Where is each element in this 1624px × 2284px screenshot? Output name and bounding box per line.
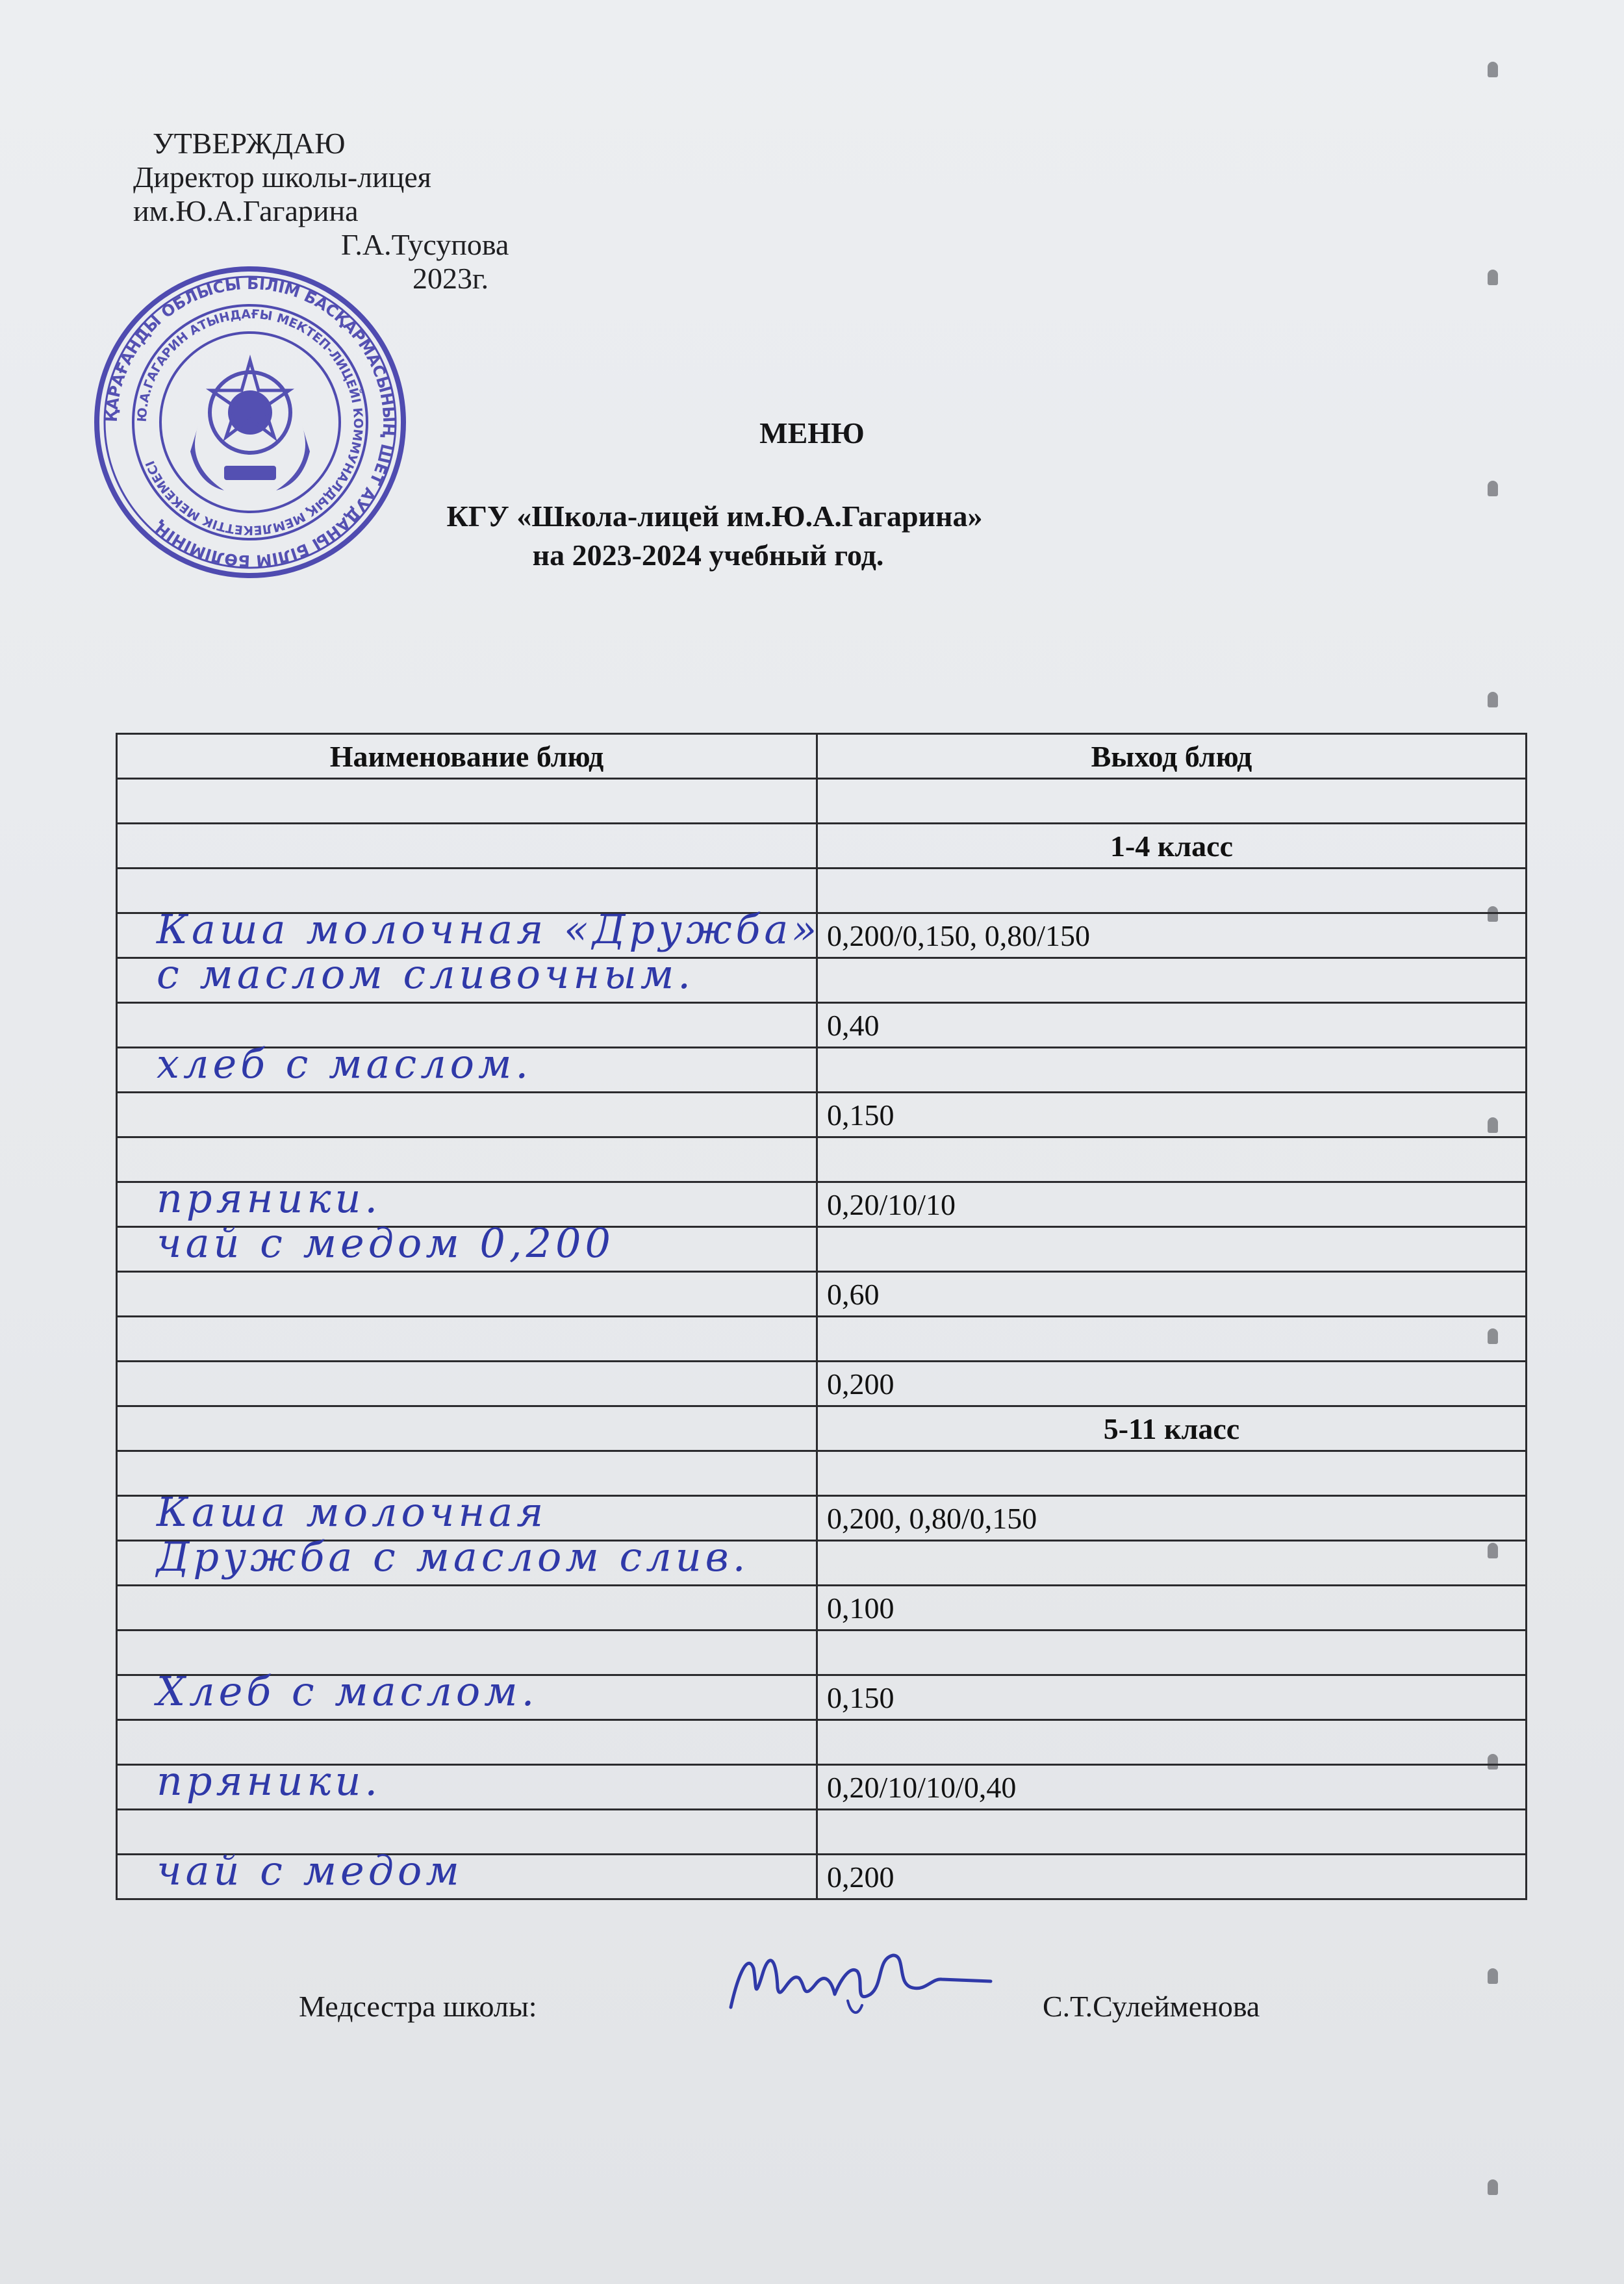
dish-output-cell: 0,20/10/10/0,40	[817, 1765, 1527, 1810]
school-year: на 2023-2024 учебный год.	[532, 539, 884, 572]
dish-name-cell	[117, 1847, 817, 1899]
table-row	[117, 1317, 1527, 1362]
handwritten-dish-name: Хлеб с маслом.	[157, 1668, 539, 1715]
dish-output-cell: 0,150	[817, 1093, 1527, 1137]
dish-name-cell	[117, 950, 817, 1003]
punch-hole	[1488, 270, 1498, 285]
dish-output-cell: 0,200/0,150, 0,80/150	[817, 913, 1527, 958]
table-row	[117, 1855, 1527, 1899]
column-header-dish-name: Наименование блюд	[117, 734, 817, 779]
dish-name-cell	[117, 1317, 817, 1362]
table-row	[117, 779, 1527, 824]
handwritten-dish-name: пряники.	[157, 1174, 382, 1222]
dish-output-cell	[817, 958, 1527, 1003]
dish-output-cell	[817, 1810, 1527, 1855]
nurse-signature	[718, 1933, 997, 2030]
table-row	[117, 1227, 1527, 1272]
table-row	[117, 1362, 1527, 1406]
approval-position: Директор школы-лицея	[133, 160, 431, 194]
dish-name-cell	[117, 1406, 817, 1451]
column-header-dish-output: Выход блюд	[817, 734, 1527, 779]
table-row	[117, 1048, 1527, 1093]
dish-name-cell	[117, 824, 817, 869]
punch-hole	[1488, 692, 1498, 707]
table-row	[117, 1675, 1527, 1720]
menu-table-body	[117, 779, 1527, 1899]
dish-output-cell: 0,200, 0,80/0,150	[817, 1496, 1527, 1541]
dish-name-cell	[117, 1272, 817, 1317]
approval-title: УТВЕРЖДАЮ	[153, 127, 346, 160]
dish-name-cell	[117, 1093, 817, 1137]
dish-output-cell: 0,200	[817, 1362, 1527, 1406]
dish-name-cell	[117, 1533, 817, 1586]
dish-name-cell	[117, 1040, 817, 1093]
section-row	[117, 824, 1527, 869]
dish-output-cell	[817, 1541, 1527, 1586]
approval-school: им.Ю.А.Гагарина	[133, 194, 359, 227]
dish-name-cell	[117, 1219, 817, 1272]
menu-heading: МЕНЮ	[759, 416, 865, 450]
table-row	[117, 1765, 1527, 1810]
menu-table	[116, 733, 1527, 1900]
punch-hole	[1488, 481, 1498, 496]
handwritten-dish-name: пряники.	[157, 1757, 382, 1805]
stamp-outer-text: ҚАРАҒАНДЫ ОБЛЫСЫ БІЛІМ БАСҚАРМАСЫНЫҢ ШЕТ АУДАНЫ БІЛІМ БӨЛІМІНІҢ	[102, 274, 398, 570]
punch-hole	[1488, 62, 1498, 77]
dish-output-cell	[817, 1227, 1527, 1272]
punch-hole	[1488, 2179, 1498, 2195]
handwritten-dish-name: с маслом сливочным.	[157, 950, 694, 998]
dish-output-cell	[817, 1048, 1527, 1093]
dish-output-cell	[817, 1631, 1527, 1675]
dish-output-cell: 0,150	[817, 1675, 1527, 1720]
dish-name-cell	[117, 1586, 817, 1631]
handwritten-dish-name: Каша молочная «Дружба»	[157, 906, 821, 953]
dish-name-cell	[117, 1362, 817, 1406]
approval-date: 2023г.	[412, 262, 489, 295]
handwritten-dish-name: чай с медом	[157, 1847, 463, 1894]
dish-output-cell	[817, 1137, 1527, 1182]
table-row	[117, 958, 1527, 1003]
handwritten-dish-name: Каша молочная	[157, 1488, 548, 1536]
organization-name: КГУ «Школа-лицей им.Ю.А.Гагарина»	[446, 500, 983, 533]
table-row	[117, 1272, 1527, 1317]
approval-director-name: Г.А.Тусупова	[341, 228, 509, 261]
dish-name-cell	[117, 779, 817, 824]
table-header-row	[117, 734, 1527, 779]
handwritten-dish-name: чай с медом 0,200	[157, 1219, 615, 1267]
dish-output-cell: 0,200	[817, 1855, 1527, 1899]
table-row	[117, 1586, 1527, 1631]
section-row	[117, 1406, 1527, 1451]
dish-output-cell	[817, 1451, 1527, 1496]
nurse-label: Медсестра школы:	[299, 1990, 537, 2023]
dish-name-cell	[117, 1668, 817, 1720]
dish-output-cell	[817, 869, 1527, 913]
stamp-inner-text: Ю.А.ГАГАРИН АТЫНДАҒЫ МЕКТЕП-ЛИЦЕЙІ КОММУНАЛДЫҚ МЕМЛЕКЕТТІК МЕКЕМЕСІ	[134, 307, 366, 538]
dish-name-cell	[117, 1757, 817, 1810]
dish-output-cell	[817, 1720, 1527, 1765]
punch-hole	[1488, 1968, 1498, 1984]
dish-output-cell: 0,20/10/10	[817, 1182, 1527, 1227]
dish-output-cell	[817, 1317, 1527, 1362]
dish-output-cell: 0,40	[817, 1003, 1527, 1048]
handwritten-dish-name: хлеб с маслом.	[157, 1040, 533, 1087]
table-row	[117, 1093, 1527, 1137]
dish-output-cell	[817, 779, 1527, 824]
handwritten-dish-name: Дружба с маслом слив.	[157, 1533, 750, 1580]
dish-output-cell: 0,100	[817, 1586, 1527, 1631]
dish-output-cell: 0,60	[817, 1272, 1527, 1317]
table-row	[117, 1541, 1527, 1586]
nurse-name: С.Т.Сулейменова	[1043, 1990, 1260, 2023]
class-group-label: 5-11 класс	[817, 1406, 1527, 1451]
class-group-label: 1-4 класс	[817, 824, 1527, 869]
